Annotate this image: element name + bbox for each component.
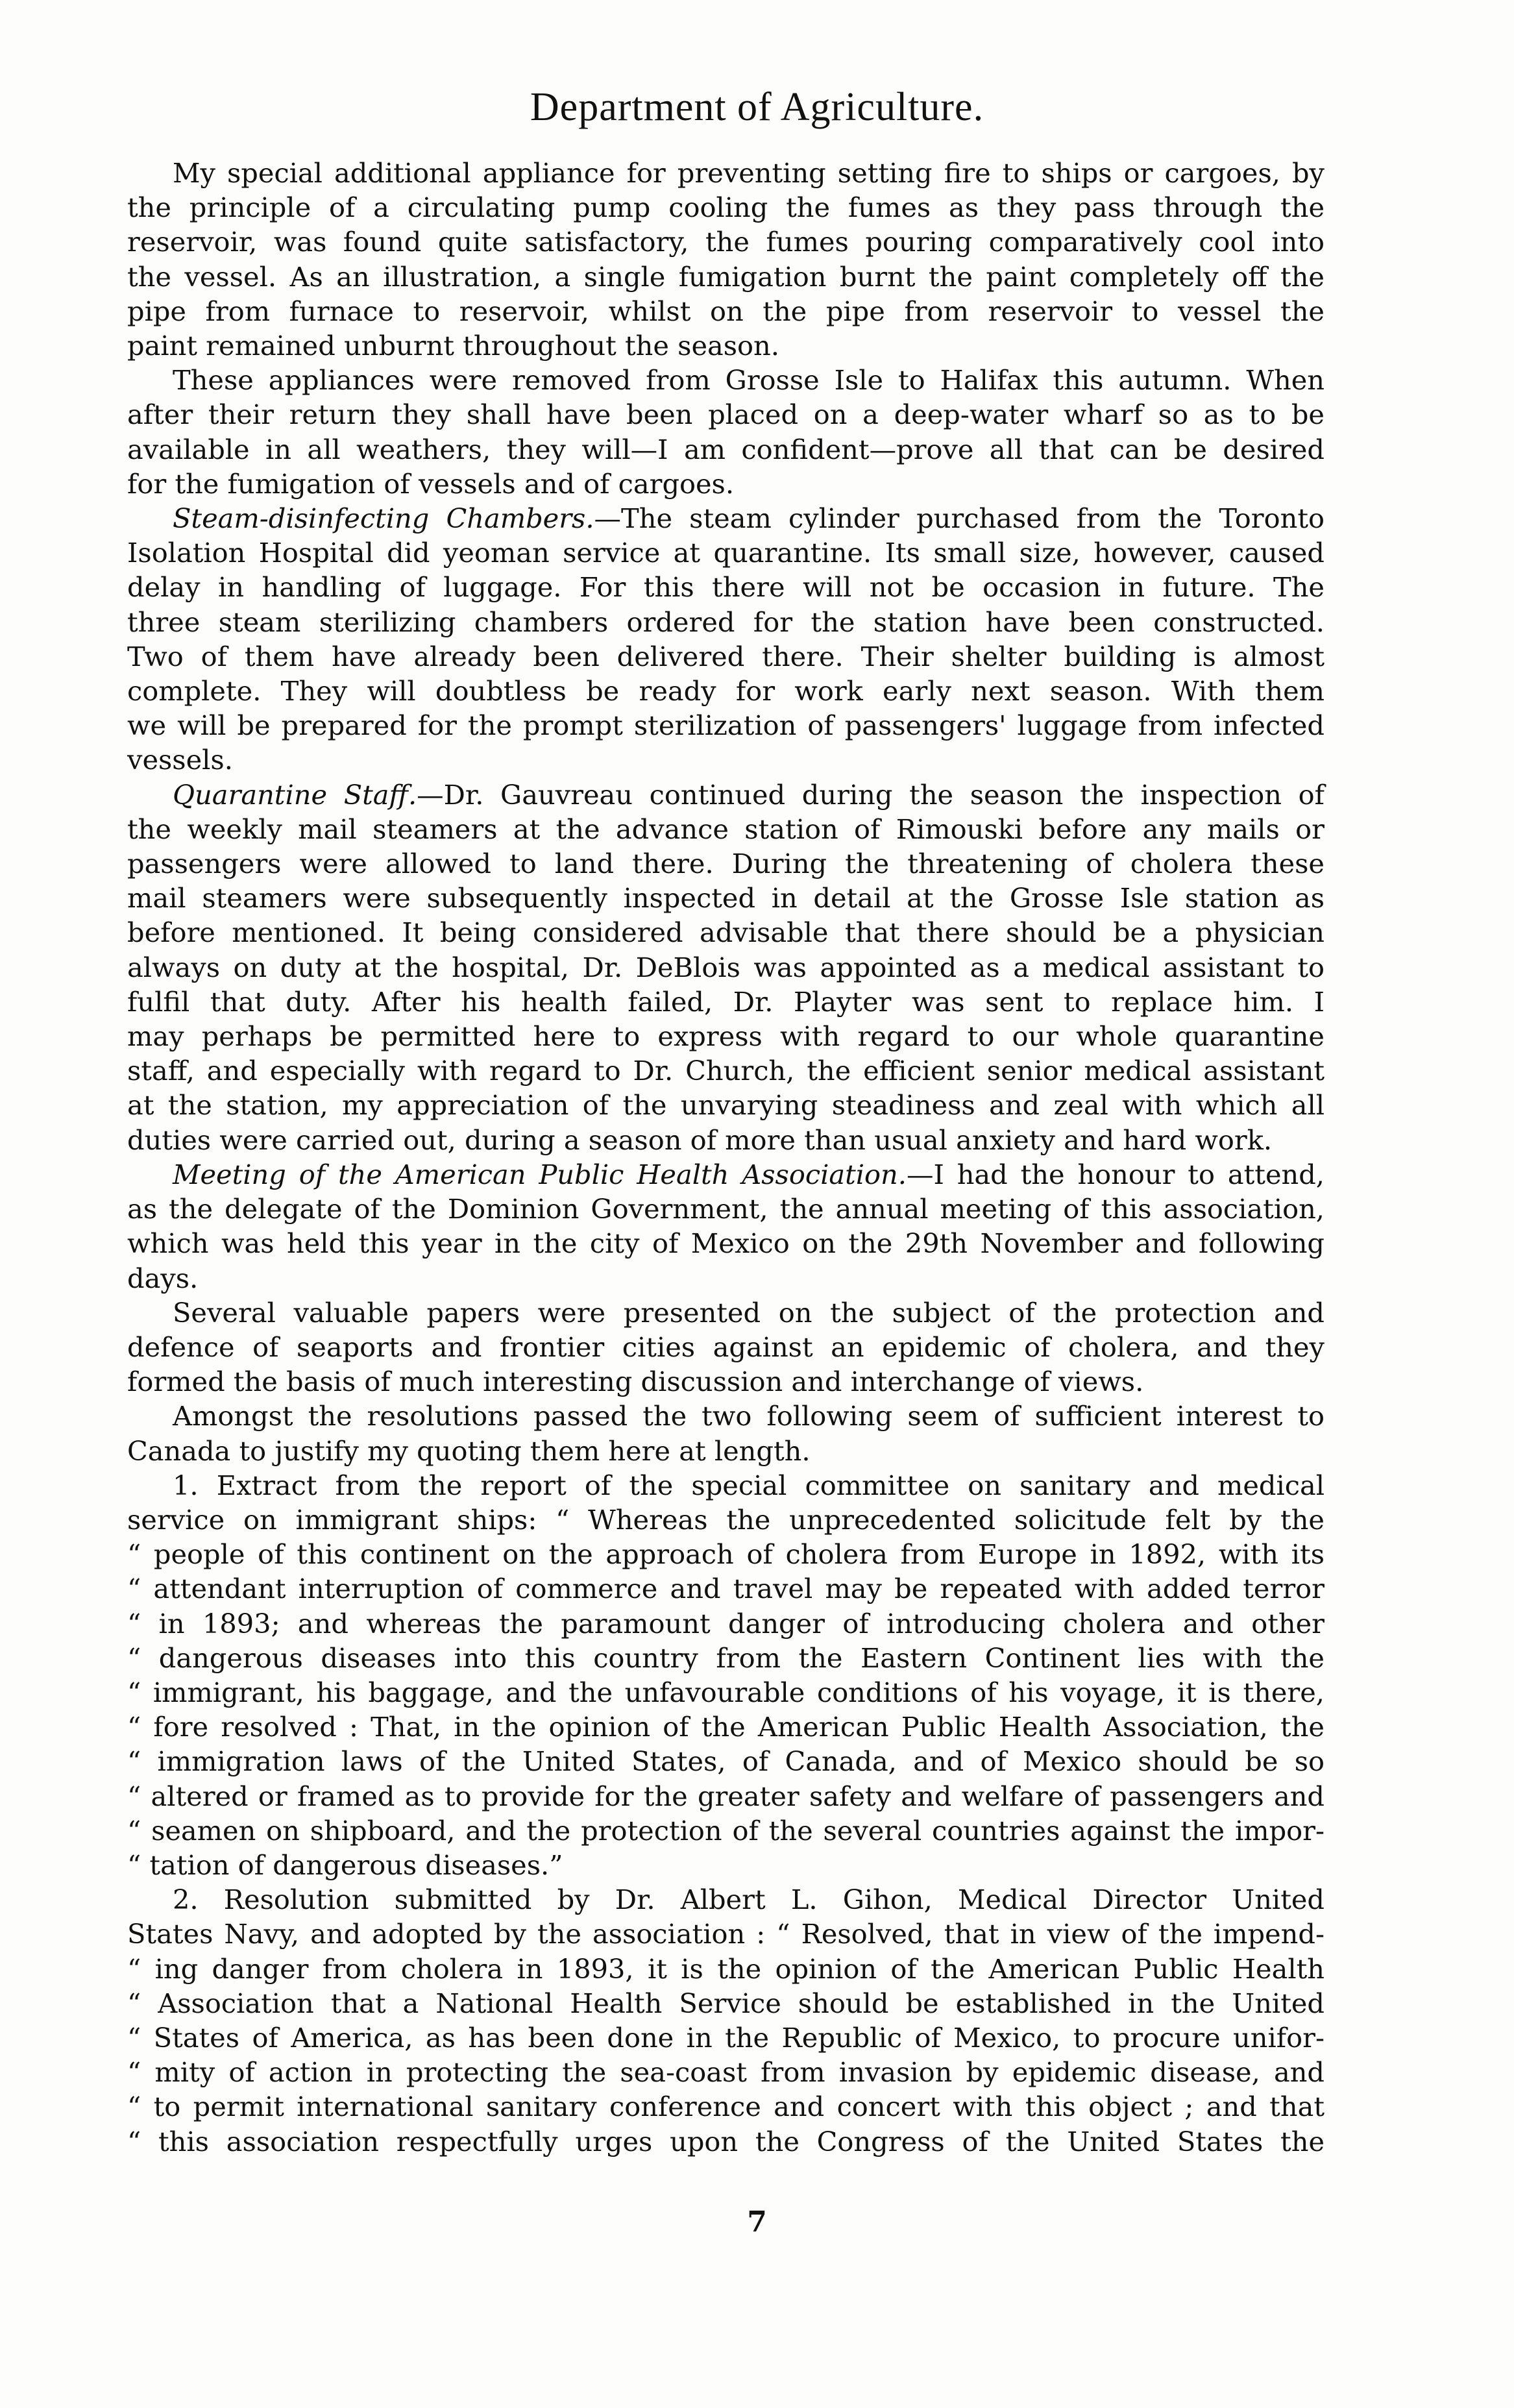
line-text: three steam sterilizing chambers ordered for the station have been constructed. bbox=[127, 606, 1325, 638]
text-line bbox=[127, 432, 1325, 467]
line-text: “ seamen on shipboard, and the protection of the several countries against the impor- bbox=[127, 1814, 1325, 1847]
text-line bbox=[127, 1330, 1325, 1364]
text-line bbox=[127, 363, 1325, 397]
line-text: “ immigrant, his baggage, and the unfavourable conditions of his voyage, it is there, bbox=[127, 1676, 1325, 1708]
text-line bbox=[127, 778, 1325, 812]
text-line bbox=[127, 570, 1325, 604]
line-text: “ altered or framed as to provide for the greater safety and welfare of passengers and bbox=[127, 1780, 1325, 1812]
line-text: may perhaps be permitted here to express with regard to our whole quarantine bbox=[127, 1020, 1325, 1053]
line-text: “ immigration laws of the United States, of Canada, and of Mexico should be so bbox=[127, 1745, 1325, 1778]
text-line bbox=[127, 1606, 1325, 1641]
text-line bbox=[127, 1848, 1325, 1882]
text-line bbox=[127, 2021, 1325, 2055]
text-line bbox=[127, 743, 1325, 777]
line-text: which was held this year in the city of Mexico on the 29th November and following bbox=[127, 1227, 1325, 1260]
text-line bbox=[127, 1675, 1325, 1710]
line-text: the weekly mail steamers at the advance station of Rimouski before any mails or bbox=[127, 813, 1325, 845]
text-line bbox=[127, 1952, 1325, 1986]
text-line bbox=[127, 1882, 1325, 1917]
text-line bbox=[127, 328, 1325, 363]
line-text: for the fumigation of vessels and of cargoes. bbox=[127, 467, 735, 500]
text-line bbox=[127, 1399, 1325, 1433]
text-line bbox=[127, 1710, 1325, 1744]
line-text: “ attendant interruption of commerce and travel may be repeated with added terror bbox=[127, 1573, 1325, 1605]
text-line bbox=[127, 881, 1325, 915]
text-line bbox=[127, 1364, 1325, 1399]
line-text: “ tation of dangerous diseases.” bbox=[127, 1849, 563, 1881]
text-line bbox=[127, 1537, 1325, 1571]
text-line bbox=[127, 1744, 1325, 1778]
text-line bbox=[127, 1192, 1325, 1226]
line-text: defence of seaports and frontier cities against an epidemic of cholera, and they bbox=[127, 1331, 1325, 1363]
text-line bbox=[127, 639, 1325, 674]
line-text: States Navy, and adopted by the association : “ Resolved, that in view of the impend- bbox=[127, 1918, 1325, 1950]
line-text: complete. They will doubtless be ready for work early next season. With them bbox=[127, 675, 1325, 707]
text-line bbox=[127, 294, 1325, 328]
text-line bbox=[127, 1468, 1325, 1503]
line-text: “ people of this continent on the approach of cholera from Europe in 1892, with its bbox=[127, 1538, 1325, 1571]
line-text: always on duty at the hospital, Dr. DeBlois was appointed as a medical assistant to bbox=[127, 951, 1325, 983]
line-text: days. bbox=[127, 1262, 199, 1294]
text-line bbox=[127, 1641, 1325, 1675]
line-text: at the station, my appreciation of the unvarying steadiness and zeal with which all bbox=[127, 1089, 1325, 1122]
text-line bbox=[127, 2089, 1325, 2124]
page-number: 7 bbox=[747, 2205, 767, 2239]
line-text: we will be prepared for the prompt sterilization of passengers' luggage from infected bbox=[127, 709, 1325, 742]
text-line bbox=[127, 985, 1325, 1019]
text-line bbox=[127, 156, 1325, 190]
text-line bbox=[127, 535, 1325, 570]
line-text: before mentioned. It being considered advisable that there should be a physician bbox=[127, 916, 1325, 949]
text-line bbox=[127, 1261, 1325, 1296]
text-line bbox=[127, 1571, 1325, 1606]
text-line bbox=[127, 1226, 1325, 1260]
text-line bbox=[127, 1296, 1325, 1330]
section-heading: Meeting of the American Public Health Association. bbox=[173, 1158, 907, 1190]
line-text: “ Association that a National Health Service should be established in the United bbox=[127, 1987, 1325, 2019]
line-text: Several valuable papers were presented on the subject of the protection and bbox=[173, 1296, 1325, 1329]
line-text: —The steam cylinder purchased from the Toronto bbox=[594, 502, 1325, 535]
line-text: “ in 1893; and whereas the paramount danger of introducing cholera and other bbox=[127, 1607, 1325, 1640]
line-text: 1. Extract from the report of the special committee on sanitary and medical bbox=[173, 1469, 1325, 1501]
text-line bbox=[127, 1123, 1325, 1157]
line-text: —Dr. Gauvreau continued during the season the inspection of bbox=[417, 778, 1325, 811]
text-line bbox=[127, 708, 1325, 743]
line-text: Amongst the resolutions passed the two following seem of sufficient interest to bbox=[173, 1400, 1325, 1432]
text-line bbox=[127, 467, 1325, 501]
line-text: paint remained unburnt throughout the season. bbox=[127, 330, 779, 362]
text-line bbox=[127, 260, 1325, 294]
line-text: Canada to justify my quoting them here at length. bbox=[127, 1434, 811, 1467]
text-line bbox=[127, 1157, 1325, 1192]
text-line bbox=[127, 2055, 1325, 2089]
text-line bbox=[127, 1088, 1325, 1122]
line-text: “ to permit international sanitary conference and concert with this object ; and that bbox=[127, 2091, 1325, 2123]
text-line bbox=[127, 190, 1325, 225]
line-text: These appliances were removed from Grosse Isle to Halifax this autumn. When bbox=[173, 364, 1325, 397]
line-text: duties were carried out, during a season of more than usual anxiety and hard work. bbox=[127, 1124, 1273, 1156]
line-text: vessels. bbox=[127, 744, 233, 776]
text-line bbox=[127, 950, 1325, 985]
text-line bbox=[127, 1434, 1325, 1468]
text-line bbox=[127, 605, 1325, 639]
running-head: Department of Agriculture. bbox=[530, 85, 984, 129]
text-line bbox=[127, 915, 1325, 950]
line-text: fulfil that duty. After his health failed, Dr. Playter was sent to replace him. I bbox=[127, 985, 1325, 1018]
line-text: “ fore resolved : That, in the opinion of the American Public Health Association, the bbox=[127, 1711, 1325, 1743]
body-text bbox=[127, 156, 1325, 2159]
text-line bbox=[127, 1813, 1325, 1848]
line-text: “ ing danger from cholera in 1893, it is the opinion of the American Public Health bbox=[127, 1952, 1325, 1985]
line-text: the vessel. As an illustration, a single fumigation burnt the paint completely off the bbox=[127, 260, 1325, 293]
text-line bbox=[127, 1917, 1325, 1951]
text-line bbox=[127, 501, 1325, 535]
line-text: —I had the honour to attend, bbox=[906, 1158, 1325, 1190]
line-text: “ States of America, as has been done in the Republic of Mexico, to procure unifor- bbox=[127, 2021, 1325, 2054]
line-text: formed the basis of much interesting discussion and interchange of views. bbox=[127, 1366, 1144, 1398]
text-line bbox=[127, 1779, 1325, 1813]
line-text: available in all weathers, they will—I am confident—prove all that can be desired bbox=[127, 433, 1325, 465]
line-text: the principle of a circulating pump cooling the fumes as they pass through the bbox=[127, 191, 1325, 224]
line-text: Two of them have already been delivered there. Their shelter building is almost bbox=[127, 640, 1325, 672]
line-text: 2. Resolution submitted by Dr. Albert L. Gihon, Medical Director United bbox=[173, 1884, 1325, 1916]
line-text: “ dangerous diseases into this country from the Eastern Continent lies with the bbox=[127, 1641, 1325, 1674]
line-text: “ mity of action in protecting the sea-coast from invasion by epidemic disease, and bbox=[127, 2056, 1325, 2089]
text-line bbox=[127, 812, 1325, 846]
section-heading: Steam-disinfecting Chambers. bbox=[173, 502, 594, 535]
line-text: “ this association respectfully urges upon the Congress of the United States the bbox=[127, 2125, 1325, 2157]
line-text: Isolation Hospital did yeoman service at quarantine. Its small size, however, caused bbox=[127, 537, 1325, 569]
section-heading: Quarantine Staff. bbox=[173, 778, 417, 811]
text-line bbox=[127, 225, 1325, 259]
line-text: mail steamers were subsequently inspected in detail at the Grosse Isle station as bbox=[127, 882, 1325, 915]
line-text: delay in handling of luggage. For this there will not be occasion in future. The bbox=[127, 571, 1325, 604]
text-line bbox=[127, 397, 1325, 432]
line-text: passengers were allowed to land there. During the threatening of cholera these bbox=[127, 848, 1325, 880]
line-text: staff, and especially with regard to Dr. Church, the efficient senior medical assistant bbox=[127, 1055, 1325, 1087]
text-line bbox=[127, 1019, 1325, 1053]
text-line bbox=[127, 2124, 1325, 2159]
line-text: as the delegate of the Dominion Government, the annual meeting of this association, bbox=[127, 1193, 1325, 1225]
line-text: My special additional appliance for preventing setting fire to ships or cargoes, by bbox=[173, 157, 1325, 189]
line-text: pipe from furnace to reservoir, whilst on the pipe from reservoir to vessel the bbox=[127, 295, 1325, 327]
line-text: service on immigrant ships: “ Whereas the unprecedented solicitude felt by the bbox=[127, 1503, 1325, 1536]
text-line bbox=[127, 846, 1325, 881]
line-text: reservoir, was found quite satisfactory, the fumes pouring comparatively cool into bbox=[127, 226, 1325, 258]
line-text: after their return they shall have been placed on a deep-water wharf so as to be bbox=[127, 399, 1325, 431]
text-line bbox=[127, 1053, 1325, 1088]
text-line bbox=[127, 1503, 1325, 1537]
text-line bbox=[127, 674, 1325, 708]
text-line bbox=[127, 1986, 1325, 2021]
